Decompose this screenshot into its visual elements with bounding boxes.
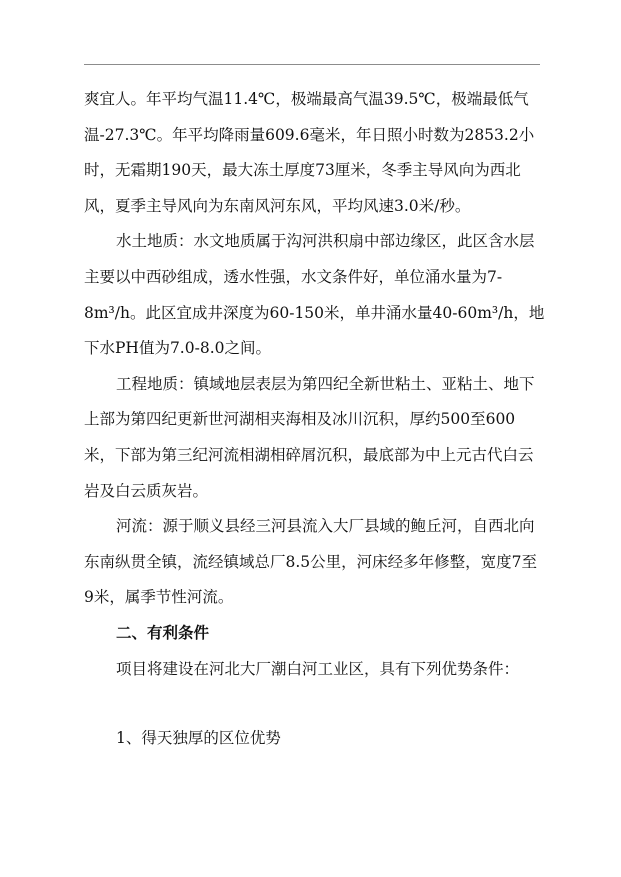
document-body [84, 82, 546, 757]
header-rule [84, 64, 540, 65]
section-heading: 二、有利条件 [116, 623, 210, 642]
spacer [84, 687, 546, 721]
engineering-geology-paragraph: 工程地质：镇域地层表层为第四纪全新世粘土、亚粘土、地下上部为第四纪更新世河湖相夹海相及冰川沉积，厚约500至600米，下部为第三纪河流相湖相碎屑沉积，最底部为中上元古代白云岩及白云质灰岩。 [84, 374, 535, 500]
intro-paragraph: 项目将建设在河北大厂潮白河工业区，具有下列优势条件： [116, 659, 520, 678]
hydrogeology-paragraph: 水土地质：水文地质属于沟河洪积扇中部边缘区，此区含水层主要以中西砂组成，透水性强，水文条件好，单位涌水量为7-8m³/h。此区宜成井深度为60-150米，单井涌水量40-60m³/h，地下水PH值为7.0-8.0之间。 [84, 232, 545, 358]
climate-paragraph: 爽宜人。年平均气温11.4℃，极端最高气温39.5℃，极端最低气温-27.3℃。年平均降雨量609.6毫米，年日照小时数为2853.2小时，无霜期190天，最大冻土厚度73厘米，冬季主导风向为西北风，夏季主导风向为东南风河东风，平均风速3.0米/秒。 [84, 90, 535, 215]
list-item-1: 1、得天独厚的区位优势 [116, 729, 281, 748]
river-paragraph: 河流：源于顺义县经三河县流入大厂县域的鲍丘河，自西北向东南纵贯全镇，流经镇域总厂8.5公里，河床经多年修整，宽度7至9米，属季节性河流。 [84, 517, 538, 607]
